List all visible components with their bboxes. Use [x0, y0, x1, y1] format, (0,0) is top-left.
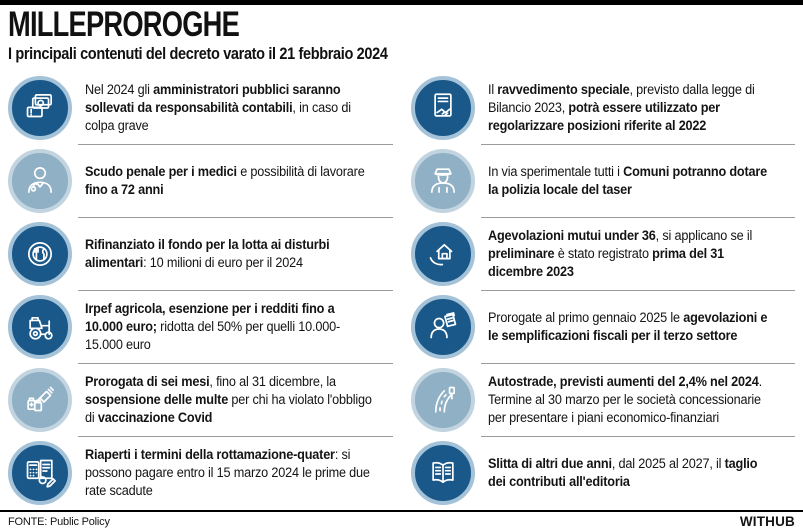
item-icon-circle: [411, 441, 475, 505]
tractor-icon: [19, 306, 61, 348]
item-left-2: [8, 145, 393, 217]
item-icon-circle: [8, 368, 72, 432]
house-hand-icon: [422, 233, 464, 275]
item-text: Prorogata di sei mesi, fino al 31 dicembre, la sospensione delle multe per chi ha violato l'obbligo di vaccinazione Covid: [85, 373, 372, 425]
page-subtitle: I principali contenuti del decreto varato il 21 febbraio 2024: [8, 44, 388, 63]
item-icon-circle: [8, 441, 72, 505]
police-officer-icon: [422, 160, 464, 202]
item-text: Irpef agricola, esenzione per i redditi fino a 10.000 euro; ridotta del 50% per quelli 10.000-15.000 euro: [85, 300, 341, 352]
vaccine-syringe-icon: [19, 379, 61, 421]
person-documents-icon: [422, 306, 464, 348]
newspaper-icon: [422, 452, 464, 494]
item-icon-circle: [411, 149, 475, 213]
item-text: Prorogate al primo gennaio 2025 le agevolazioni e le semplificazioni fiscali per il terzo settore: [487, 309, 767, 343]
item-left-3: [8, 218, 393, 290]
items-grid: [0, 64, 803, 510]
page-title: MILLEPROROGHE: [8, 5, 240, 44]
item-text: Autostrade, previsti aumenti del 2,4% nel 2024. Termine al 30 marzo per le società concessionarie per presentare i piani economico-finanziari: [487, 373, 762, 425]
item-right-2: [411, 145, 796, 217]
plate-cutlery-icon: [19, 233, 61, 275]
withub-logo: WITHUB: [739, 514, 795, 529]
item-right-6: [411, 437, 796, 509]
item-icon-circle: [411, 368, 475, 432]
item-right-3: [411, 218, 796, 290]
item-icon-circle: [8, 295, 72, 359]
header: [0, 5, 803, 64]
calculator-document-icon: [19, 452, 61, 494]
item-icon-circle: [8, 76, 72, 140]
item-right-5: [411, 364, 796, 436]
source-label: FONTE: Public Policy: [8, 515, 110, 528]
item-icon-circle: [8, 149, 72, 213]
item-text: Agevolazioni mutui under 36, si applicano se il preliminare è stato registrato prima del 31 dicembre 2023: [487, 227, 752, 279]
item-text: Scudo penale per i medici e possibilità di lavorare fino a 72 anni: [85, 163, 365, 197]
item-right-4: [411, 291, 796, 363]
item-icon-circle: [8, 222, 72, 286]
item-right-1: [411, 72, 796, 144]
footer: [0, 510, 803, 532]
item-left-6: [8, 437, 393, 509]
item-icon-circle: [411, 295, 475, 359]
column-right: [411, 72, 796, 510]
column-left: [8, 72, 393, 510]
item-text: Slitta di altri due anni, dal 2025 al 2027, il taglio dei contributi all'editoria: [487, 455, 757, 489]
item-icon-circle: [411, 76, 475, 140]
item-text: Nel 2024 gli amministratori pubblici saranno sollevati da responsabilità contabili, in caso di colpa grave: [85, 81, 351, 133]
item-left-5: [8, 364, 393, 436]
highway-road-icon: [422, 379, 464, 421]
item-text: Rifinanziato il fondo per la lotta ai disturbi alimentari: 10 milioni di euro per il 2024: [85, 236, 330, 270]
item-text: Il ravvedimento speciale, previsto dalla legge di Bilancio 2023, potrà essere utilizzato per regolarizzare posizioni riferite al 2022: [487, 81, 755, 133]
doctor-icon: [19, 160, 61, 202]
item-text: Riaperti i termini della rottamazione-quater: si possono pagare entro il 15 marzo 2024 le prime due rate scadute: [85, 446, 370, 498]
item-left-1: [8, 72, 393, 144]
item-text: In via sperimentale tutti i Comuni potranno dotare la polizia locale del taser: [487, 163, 767, 197]
handshake-document-icon: [422, 87, 464, 129]
item-icon-circle: [411, 222, 475, 286]
item-left-4: [8, 291, 393, 363]
money-banknotes-icon: [19, 87, 61, 129]
